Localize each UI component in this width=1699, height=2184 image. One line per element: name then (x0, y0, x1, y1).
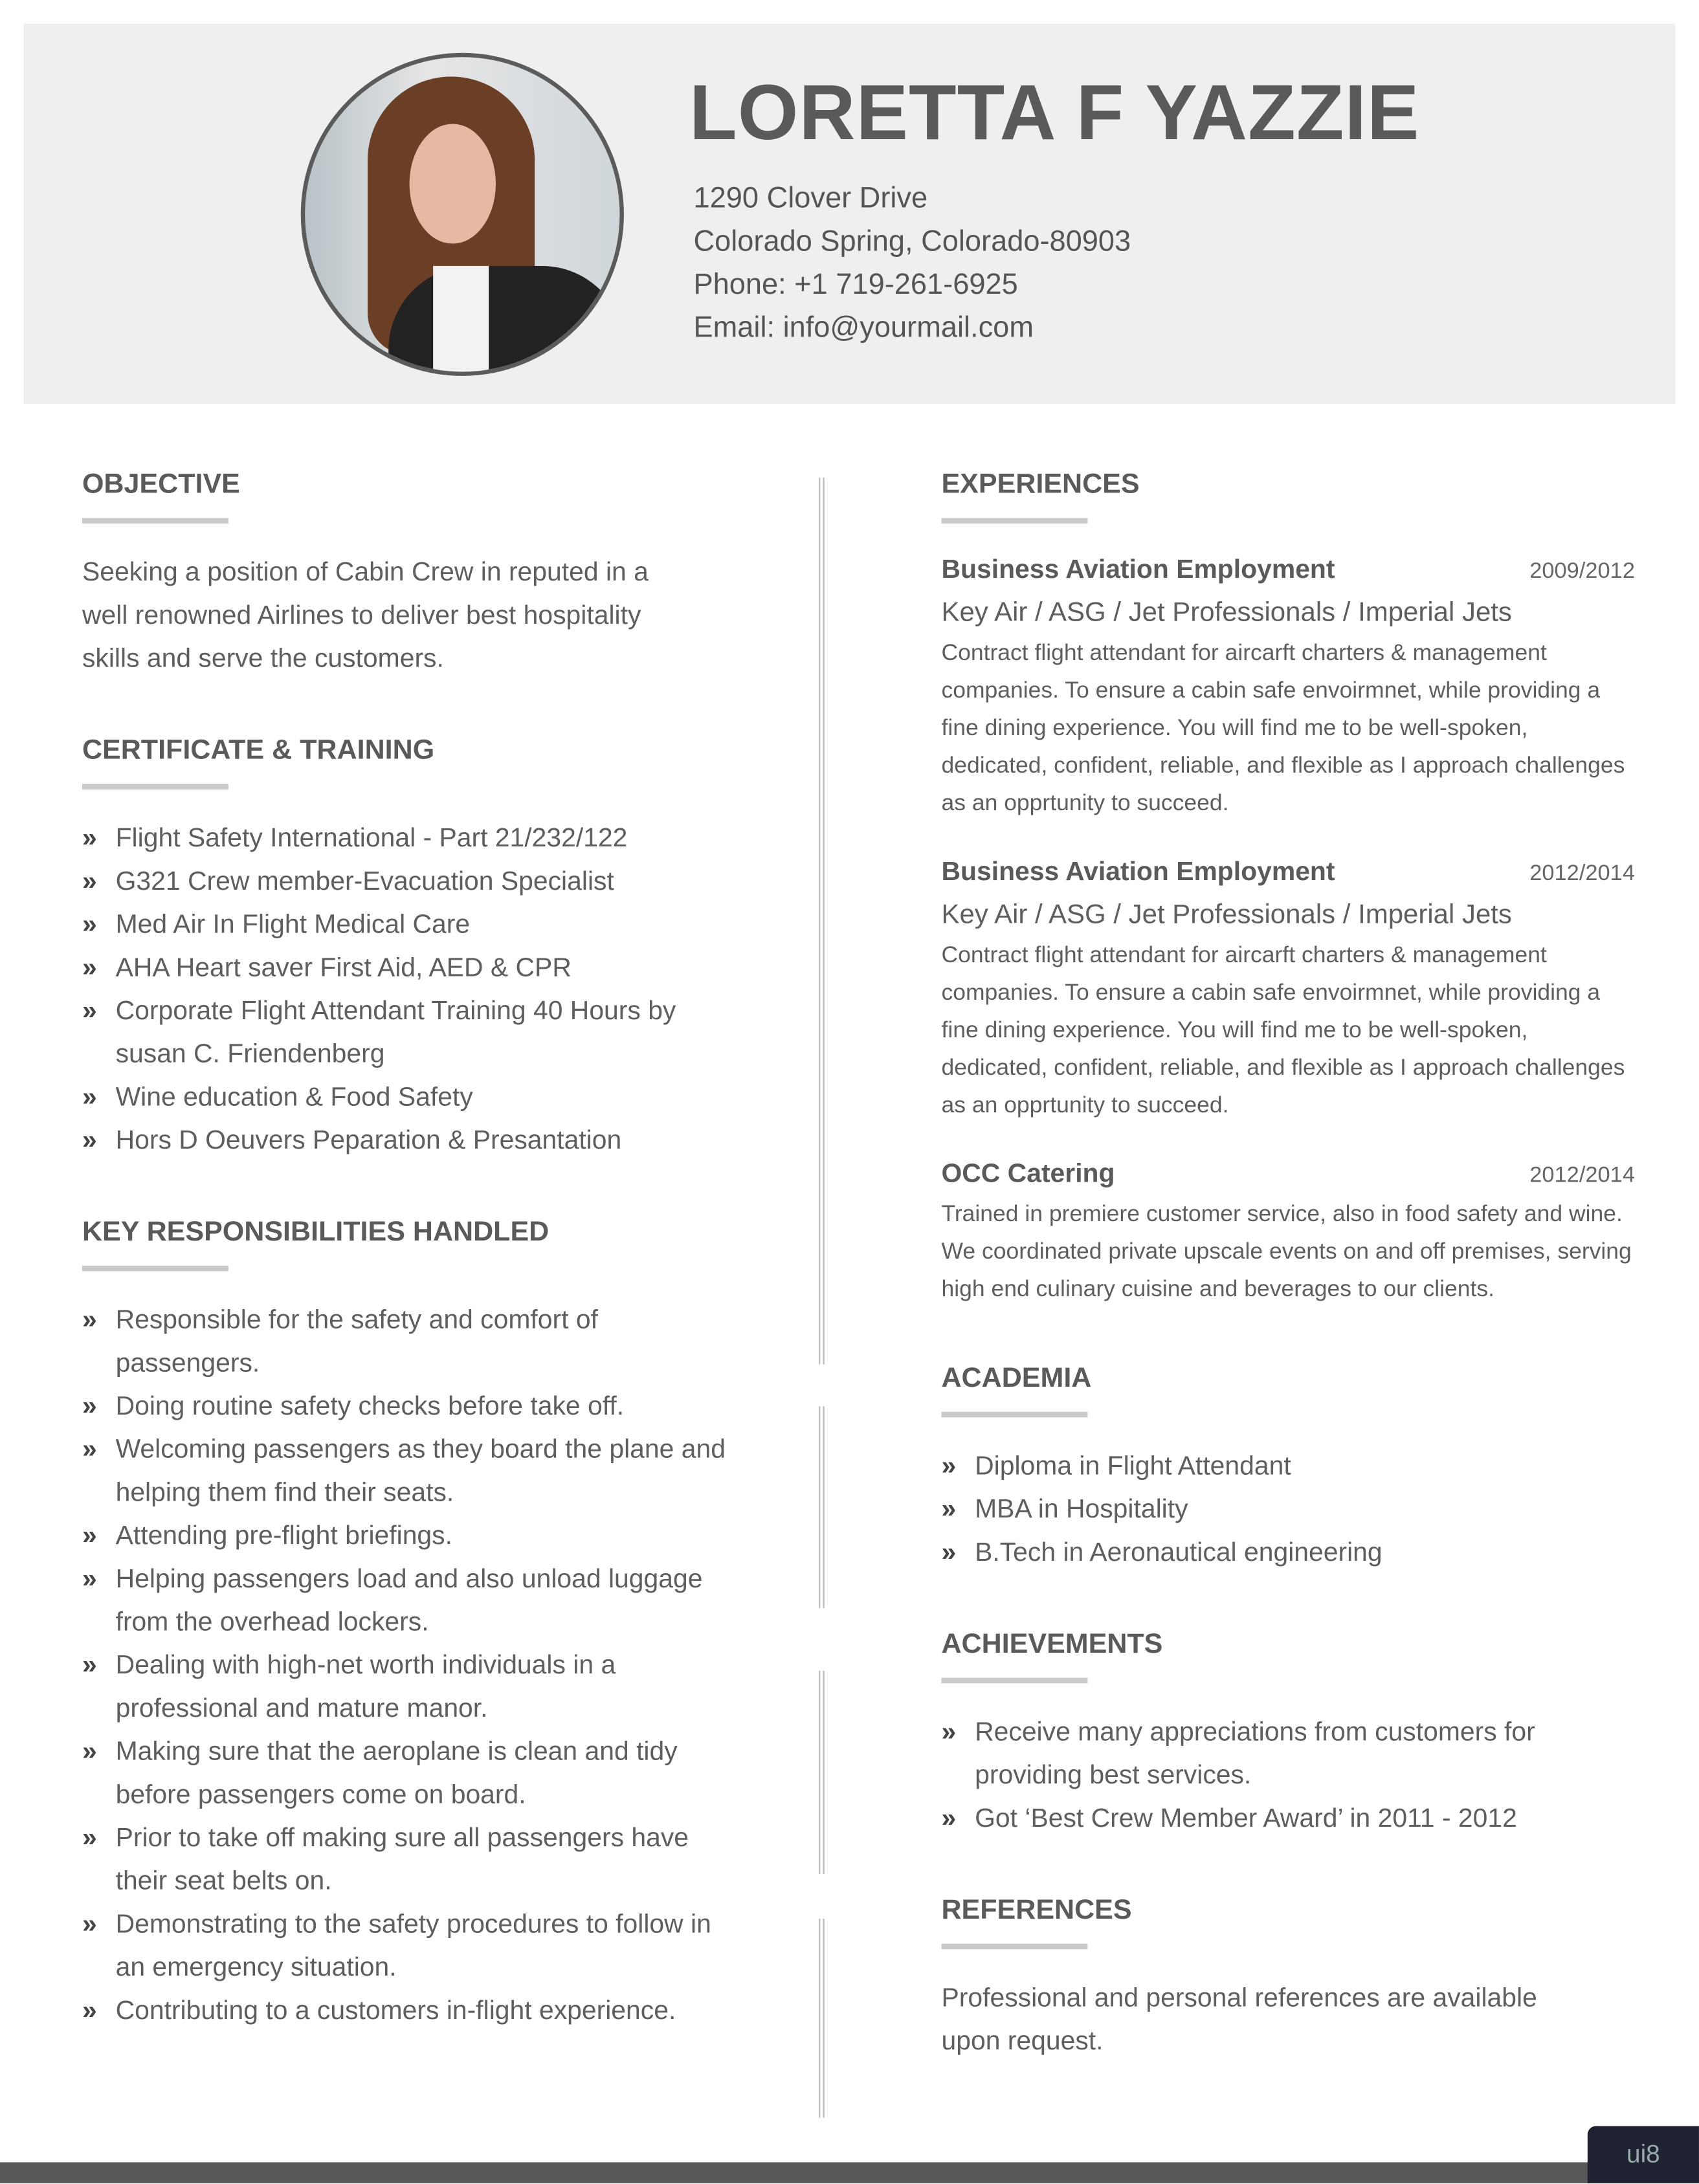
double-chevron-right-icon: » (82, 997, 97, 1026)
title-underline (941, 1412, 1087, 1418)
section-title: OBJECTIVE (82, 469, 240, 500)
job-subtitle: Key Air / ASG / Jet Professionals / Imperial Jets (941, 597, 1512, 628)
double-chevron-right-icon: » (82, 1126, 97, 1156)
title-underline (82, 784, 228, 789)
list-item (941, 1798, 1634, 1841)
double-chevron-right-icon: » (82, 867, 97, 897)
list-item-text: MBA in Hospitality (975, 1495, 1188, 1525)
address-line-1: 1290 Clover Drive (693, 182, 928, 215)
references-text: Professional and personal references are available upon request. (941, 1984, 1537, 2057)
list-item (82, 1903, 737, 1989)
list-item (82, 1558, 737, 1644)
list-item-text: Wine education & Food Safety (115, 1083, 473, 1113)
list-item-text: Demonstrating to the safety procedures to follow in an emergency situation. (115, 1910, 711, 1983)
list-item (82, 1299, 737, 1385)
responsibilities-section (82, 1215, 737, 2033)
address-line-2: Colorado Spring, Colorado-80903 (693, 225, 1131, 258)
section-title: REFERENCES (941, 1895, 1132, 1926)
list-item (82, 903, 737, 947)
double-chevron-right-icon: » (941, 1718, 957, 1748)
double-chevron-right-icon: » (941, 1495, 957, 1525)
list-item-text: Responsible for the safety and comfort of passengers. (115, 1306, 598, 1379)
double-chevron-right-icon: » (82, 953, 97, 984)
list-item-text: Flight Safety International - Part 21/232/122 (115, 824, 628, 854)
double-chevron-right-icon: » (82, 1306, 97, 1336)
list-item (82, 1730, 737, 1816)
candidate-name: LORETTA F YAZZIE (689, 68, 1420, 156)
list-item (82, 1990, 737, 2033)
double-chevron-right-icon: » (82, 1996, 97, 2026)
achievements-list (941, 1711, 1634, 1840)
column-divider (819, 1671, 825, 1874)
title-underline (82, 518, 228, 524)
list-item (82, 1120, 737, 1163)
double-chevron-right-icon: » (82, 1824, 97, 1853)
section-title: KEY RESPONSIBILITIES HANDLED (82, 1217, 550, 1248)
job-dates: 2009/2012 (1529, 559, 1635, 584)
list-item (82, 1644, 737, 1730)
footer-bar (0, 2162, 1699, 2183)
job-title: Business Aviation Employment (941, 857, 1335, 887)
double-chevron-right-icon: » (82, 1521, 97, 1551)
job-entry (941, 551, 1634, 823)
list-item-text: Welcoming passengers as they board the plane and helping them find their seats. (115, 1435, 726, 1508)
list-item-text: Prior to take off making sure all passengers have their seat belts on. (115, 1824, 689, 1897)
double-chevron-right-icon: » (82, 1392, 97, 1422)
double-chevron-right-icon: » (82, 1565, 97, 1594)
list-item (82, 861, 737, 904)
left-column (82, 468, 737, 2086)
list-item-text: Doing routine safety checks before take off. (115, 1392, 625, 1422)
certificates-section (82, 734, 737, 1163)
phone: Phone: +1 719-261-6925 (693, 269, 1018, 301)
list-item (941, 1445, 1634, 1488)
list-item-text: Corporate Flight Attendant Training 40 Hours by susan C. Friendenberg (115, 997, 676, 1070)
list-item (82, 1429, 737, 1515)
list-item (82, 1385, 737, 1429)
objective-section (82, 468, 667, 681)
title-underline (941, 1678, 1087, 1684)
contact-info (693, 177, 1131, 349)
column-divider (819, 1919, 825, 2118)
double-chevron-right-icon: » (82, 1435, 97, 1465)
job-description: Trained in premiere customer service, also in food safety and wine. We coordinated private upscale events on and off premises, serving high end culinary cuisine and beverages to our clients. (941, 1201, 1632, 1302)
job-subtitle: Key Air / ASG / Jet Professionals / Imperial Jets (941, 899, 1512, 931)
list-item (941, 1711, 1634, 1797)
list-item-text: Med Air In Flight Medical Care (115, 910, 471, 940)
list-item-text: Diploma in Flight Attendant (975, 1452, 1291, 1482)
double-chevron-right-icon: » (941, 1452, 957, 1482)
job-title: OCC Catering (941, 1160, 1115, 1189)
double-chevron-right-icon: » (82, 910, 97, 940)
job-dates: 2012/2014 (1529, 1164, 1635, 1188)
academia-section (941, 1362, 1634, 1574)
list-item (941, 1488, 1634, 1532)
profile-photo (301, 53, 624, 376)
double-chevron-right-icon: » (941, 1804, 957, 1834)
title-underline (941, 518, 1087, 524)
title-underline (82, 1266, 228, 1272)
list-item-text: Hors D Oeuvers Peparation & Presantation (115, 1126, 622, 1156)
list-item-text: B.Tech in Aeronautical engineering (975, 1538, 1383, 1568)
double-chevron-right-icon: » (82, 1737, 97, 1767)
job-title: Business Aviation Employment (941, 555, 1335, 585)
section-title: ACADEMIA (941, 1363, 1092, 1394)
list-item (82, 1515, 737, 1558)
experiences-section (941, 468, 1634, 1309)
job-entry (941, 854, 1634, 1125)
list-item-text: Dealing with high-net worth individuals in a professional and mature manor. (115, 1651, 616, 1724)
list-item (82, 947, 737, 990)
list-item-text: Receive many appreciations from customers for providing best services. (975, 1718, 1535, 1791)
right-column (941, 468, 1634, 2064)
list-item (82, 1817, 737, 1903)
double-chevron-right-icon: » (82, 1083, 97, 1113)
section-title: CERTIFICATE & TRAINING (82, 735, 435, 766)
section-title: ACHIEVEMENTS (941, 1629, 1163, 1660)
job-description: Contract flight attendant for aircarft charters & management companies. To ensure a cabin safe envoirmnet, while providing a fine dining experience. You will find me to be well-spoken, dedicated, confident, reliable, and flexible as I approach challenges as an opprtunity to succeed. (941, 640, 1625, 816)
double-chevron-right-icon: » (82, 824, 97, 854)
email: Email: info@yourmail.com (693, 311, 1034, 344)
job-description: Contract flight attendant for aircarft charters & management companies. To ensure a cabin safe envoirmnet, while providing a fine dining experience. You will find me to be well-spoken, dedicated, confident, reliable, and flexible as I approach challenges as an opprtunity to succeed. (941, 942, 1625, 1118)
list-item-text: Got ‘Best Crew Member Award’ in 2011 - 2012 (975, 1804, 1517, 1834)
list-item-text: Contributing to a customers in-flight experience. (115, 1996, 676, 2026)
list-item-text: Attending pre-flight briefings. (115, 1521, 453, 1551)
list-item (82, 817, 737, 861)
column-divider (819, 1406, 825, 1608)
certificate-list (82, 817, 737, 1163)
double-chevron-right-icon: » (82, 1651, 97, 1681)
objective-text: Seeking a position of Cabin Crew in reputed in a well renowned Airlines to deliver best hospitality skills and serve the customers. (82, 558, 649, 674)
title-underline (941, 1944, 1087, 1950)
responsibility-list (82, 1299, 737, 2033)
references-section (941, 1893, 1634, 2063)
list-item-text: Helping passengers load and also unload luggage from the overhead lockers. (115, 1565, 703, 1638)
list-item (82, 990, 737, 1076)
list-item-text: AHA Heart saver First Aid, AED & CPR (115, 953, 572, 984)
section-title: EXPERIENCES (941, 469, 1140, 500)
job-entry (941, 1156, 1634, 1309)
list-item (82, 1076, 737, 1120)
list-item-text: Making sure that the aeroplane is clean and tidy before passengers come on board. (115, 1737, 678, 1811)
double-chevron-right-icon: » (82, 1910, 97, 1940)
watermark-logo: ui8 (1588, 2126, 1699, 2183)
achievements-section (941, 1627, 1634, 1840)
list-item-text: G321 Crew member-Evacuation Specialist (115, 867, 614, 897)
column-divider (819, 478, 825, 1365)
double-chevron-right-icon: » (941, 1538, 957, 1568)
list-item (941, 1532, 1634, 1575)
job-dates: 2012/2014 (1529, 861, 1635, 886)
academia-list (941, 1445, 1634, 1574)
